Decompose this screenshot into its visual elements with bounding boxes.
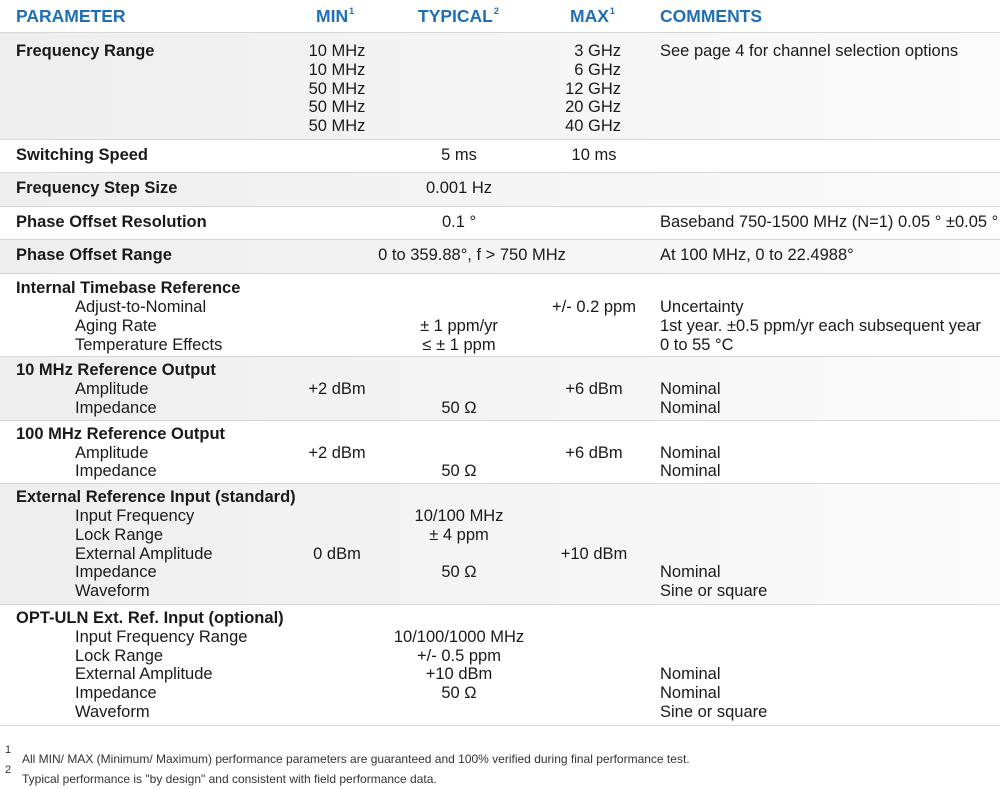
- typical-value: 50 Ω: [441, 462, 477, 481]
- row-frequency-step-size: [0, 173, 1000, 207]
- typical-value: 50 Ω: [441, 398, 477, 417]
- footnote: [0, 744, 1000, 768]
- param-title: Phase Offset Resolution: [16, 212, 207, 231]
- max-value: +10 dBm: [560, 544, 628, 563]
- row-100mhz-reference-output: [0, 421, 1000, 484]
- footnote-text: Typical performance is "by design" and consistent with field performance data.: [22, 772, 437, 786]
- footnote-text: All MIN/ MAX (Minimum/ Maximum) performance parameters are guaranteed and 100% verified during final performance test.: [22, 752, 690, 766]
- footnote: [0, 764, 1000, 788]
- sub-param-label: Amplitude: [75, 443, 149, 462]
- param-title: Internal Timebase Reference: [16, 279, 241, 298]
- comment: See page 4 for channel selection options: [660, 42, 959, 60]
- comment: Sine or square: [660, 582, 768, 601]
- param-title: 100 MHz Reference Output: [16, 424, 226, 443]
- footnote-mark: 1: [5, 744, 12, 756]
- sub-param-label: Impedance: [75, 398, 157, 417]
- min-value: +2 dBm: [308, 380, 366, 399]
- typical-value: 5 ms: [441, 145, 477, 164]
- max-value: 10 ms: [571, 145, 617, 164]
- sub-param-label: Adjust-to-Nominal: [75, 297, 207, 316]
- sub-param-label: External Amplitude: [75, 544, 213, 563]
- sub-param-label: Impedance: [75, 563, 157, 582]
- comment: Nominal: [660, 380, 721, 399]
- max-value: 40 GHz: [565, 117, 621, 136]
- comment: At 100 MHz, 0 to 22.4988°: [660, 246, 854, 265]
- comment: Nominal: [660, 462, 721, 481]
- row-10mhz-reference-output: [0, 357, 1000, 420]
- sub-param-label: Impedance: [75, 462, 157, 481]
- row-internal-timebase: [0, 274, 1000, 357]
- footnotes: [0, 744, 1000, 788]
- param-title: 10 MHz Reference Output: [16, 361, 216, 380]
- max-value: 20 GHz: [565, 98, 621, 117]
- max-value: 12 GHz: [565, 79, 621, 98]
- param-title: Frequency Step Size: [16, 178, 178, 197]
- row-external-reference-input-standard: [0, 484, 1000, 605]
- header-typical: TYPICAL$^2$: [418, 6, 499, 26]
- sub-param-label: Waveform: [75, 582, 150, 601]
- min-value: 50 MHz: [308, 117, 366, 136]
- typical-value: 50 Ω: [441, 684, 477, 703]
- comment: Nominal: [660, 443, 721, 462]
- typical-value: ± 4 ppm: [429, 525, 489, 544]
- table-header: [0, 0, 1000, 33]
- comment: Uncertainty: [660, 297, 744, 316]
- sub-param-label: Lock Range: [75, 646, 164, 665]
- sub-param-label: Waveform: [75, 702, 150, 721]
- header-typical-footnote-mark: 2: [493, 6, 499, 16]
- sub-param-label: External Amplitude: [75, 665, 213, 684]
- sub-param-label: Temperature Effects: [75, 335, 223, 354]
- sub-param-label: Aging Rate: [75, 316, 157, 335]
- param-title: Frequency Range: [16, 42, 155, 60]
- min-value: 0 dBm: [313, 544, 361, 563]
- header-max: MAX$^1$: [570, 6, 615, 26]
- min-value: +2 dBm: [308, 443, 366, 462]
- param-title: Phase Offset Range: [16, 246, 172, 265]
- typical-value: 0.1 °: [441, 212, 477, 231]
- typical-value: +/- 0.5 ppm: [417, 646, 501, 665]
- typical-value: 10/100 MHz: [414, 506, 504, 525]
- max-value: +6 dBm: [565, 443, 623, 462]
- header-parameter: PARAMETER: [16, 6, 126, 26]
- param-title: Switching Speed: [16, 145, 149, 164]
- param-title: OPT-ULN Ext. Ref. Input (optional): [16, 608, 284, 627]
- comment: Nominal: [660, 398, 721, 417]
- min-value: 50 MHz: [308, 98, 366, 117]
- typical-value: +10 dBm: [425, 665, 493, 684]
- max-value: +/- 0.2 ppm: [552, 297, 636, 316]
- comment: Sine or square: [660, 702, 768, 721]
- sub-param-label: Amplitude: [75, 380, 149, 399]
- typical-value: 50 Ω: [441, 563, 477, 582]
- typical-value: 10/100/1000 MHz: [393, 627, 525, 646]
- header-min: MIN$^1$: [316, 6, 355, 26]
- min-value: 50 MHz: [308, 79, 366, 98]
- comment: Nominal: [660, 563, 721, 582]
- sub-param-label: Lock Range: [75, 525, 164, 544]
- header-min-footnote-mark: 1: [349, 6, 355, 16]
- header-max-footnote-mark: 1: [609, 6, 615, 16]
- header-comments: COMMENTS: [660, 6, 763, 26]
- sub-param-label: Input Frequency Range: [75, 627, 248, 646]
- comment: 0 to 55 °C: [660, 335, 734, 354]
- comment: Nominal: [660, 665, 721, 684]
- comment: Nominal: [660, 684, 721, 703]
- row-phase-offset-resolution: [0, 207, 1000, 241]
- typical-value: ≤ ± 1 ppm: [422, 335, 496, 354]
- comment: Baseband 750-1500 MHz (N=1) 0.05 ° ±0.05 °: [660, 212, 999, 231]
- typical-value: 0.001 Hz: [425, 178, 493, 197]
- min-value: 10 MHz: [308, 42, 366, 60]
- sub-param-label: Input Frequency: [75, 506, 195, 525]
- row-phase-offset-range: [0, 240, 1000, 274]
- row-switching-speed: [0, 140, 1000, 173]
- max-value: 6 GHz: [574, 60, 621, 79]
- min-value: 10 MHz: [308, 60, 366, 79]
- comment: 1st year. ±0.5 ppm/yr each subsequent year: [660, 316, 981, 335]
- max-value: 3 GHz: [574, 42, 621, 60]
- max-value: +6 dBm: [565, 380, 623, 399]
- row-frequency-range: [0, 33, 1000, 140]
- typical-value: ± 1 ppm/yr: [420, 316, 498, 335]
- param-title: External Reference Input (standard): [16, 488, 296, 507]
- row-opt-uln-ext-ref-input: [0, 605, 1000, 726]
- typical-value-span: 0 to 359.88°, f > 750 MHz: [378, 246, 566, 265]
- sub-param-label: Impedance: [75, 684, 157, 703]
- footnote-mark: 2: [5, 764, 12, 776]
